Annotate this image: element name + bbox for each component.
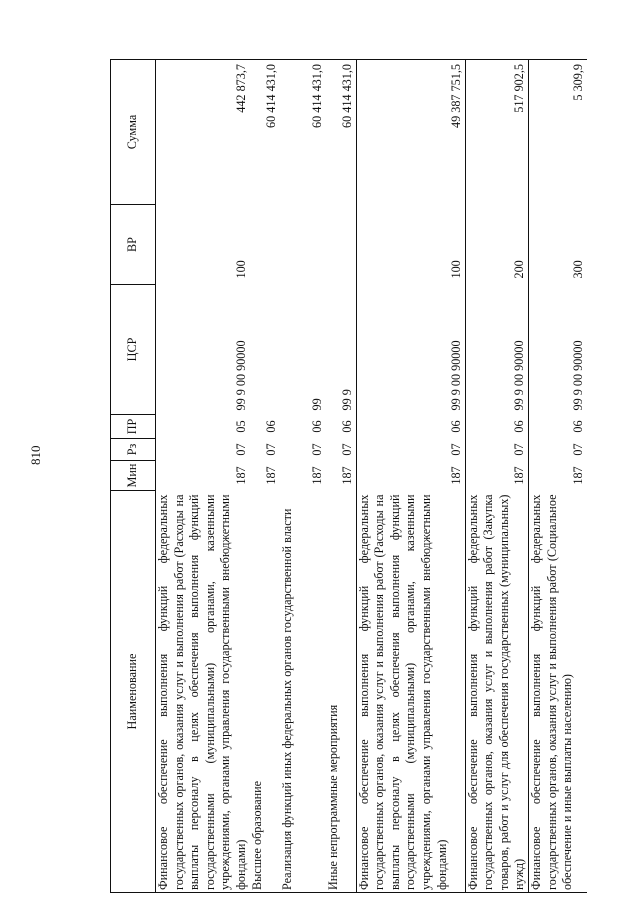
- row-csr: 99 9 00 90000: [465, 285, 528, 415]
- row-name: Высшее образование: [250, 491, 280, 893]
- row-rz: 07: [233, 443, 248, 456]
- row-rz: 07: [528, 439, 587, 461]
- row-pr: 05: [233, 420, 248, 433]
- header-min: Мин: [111, 461, 156, 491]
- row-vr: [326, 205, 357, 285]
- row-pr: 06: [465, 415, 528, 439]
- table-row: [250, 60, 280, 893]
- row-csr: 99: [309, 398, 324, 411]
- row-rz: 07: [263, 443, 278, 456]
- row-name: Финансовое обеспечение выполнения функций федеральных государственных органов, оказания услуг и выполнения работ (Закупка товаров, работ и услуг для обеспечения государственных (муниципальных) нужд): [465, 491, 528, 893]
- row-csr: 99 9 00 90000: [356, 285, 465, 415]
- row-sum: 49 387 751,5: [356, 60, 465, 205]
- row-vr: 300: [528, 205, 587, 285]
- row-pr: 06: [309, 420, 324, 433]
- row-vr: 100: [233, 260, 248, 279]
- row-min: 187: [465, 461, 528, 491]
- budget-table: [110, 59, 587, 893]
- row-rz: 07: [309, 443, 324, 456]
- row-sum: 442 873,7: [156, 60, 250, 205]
- row-sum: 60 414 431,0: [280, 60, 326, 205]
- row-pr: 06: [263, 420, 278, 433]
- row-sum: 5 309,9: [528, 60, 587, 205]
- row-sum: 60 414 431,0: [326, 60, 357, 205]
- row-vr: 200: [465, 205, 528, 285]
- row-vr: [250, 205, 280, 285]
- row-sum: 517 902,5: [465, 60, 528, 205]
- row-min: 187: [309, 466, 324, 485]
- row-vr: [280, 205, 326, 285]
- row-rz: 07: [465, 439, 528, 461]
- table-row: [156, 60, 250, 893]
- row-name: Финансовое обеспечение выполнения функций федеральных государственных органов, оказания услуг и выполнения работ (Социальное обеспечение и иные выплаты населению): [528, 491, 587, 893]
- row-rz: 07: [339, 443, 354, 456]
- row-csr: [250, 285, 280, 415]
- table-row: [356, 60, 465, 893]
- table-row: [280, 60, 326, 893]
- table-row: [326, 60, 357, 893]
- row-csr: 99 9 00 90000: [528, 285, 587, 415]
- row-vr: 100: [356, 205, 465, 285]
- row-pr: 06: [528, 415, 587, 439]
- header-vr: ВР: [111, 205, 156, 285]
- row-min: 187: [263, 466, 278, 485]
- header-rz: Рз: [111, 439, 156, 461]
- budget-table-rotated: [110, 60, 586, 893]
- row-min: 187: [233, 466, 248, 485]
- row-pr: 06: [339, 420, 354, 433]
- row-csr: 99 9 00 90000: [233, 340, 248, 411]
- header-pr: ПР: [111, 415, 156, 439]
- header-row: [111, 60, 156, 893]
- table-row: [528, 60, 587, 893]
- page-number: 810: [28, 445, 43, 465]
- row-name: Финансовое обеспечение выполнения функций федеральных государственных органов, оказания услуг и выполнения работ (Расходы на выплаты персоналу в целях обеспечения выполнения функций государственными (муниципальными) органами, казенными учреждениями, органами управления государственными внебюджетными фондами): [356, 491, 465, 893]
- row-name: Реализация функций иных федеральных органов государственной власти: [280, 491, 326, 893]
- row-min: 187: [339, 466, 354, 485]
- row-min: 187: [528, 461, 587, 491]
- table-row: [465, 60, 528, 893]
- row-min: 187: [356, 461, 465, 491]
- row-sum: 60 414 431,0: [250, 60, 280, 205]
- header-name: Наименование: [111, 491, 156, 893]
- row-pr: 06: [356, 415, 465, 439]
- header-csr: ЦСР: [111, 285, 156, 415]
- row-rz: 07: [356, 439, 465, 461]
- header-sum: Сумма: [111, 60, 156, 205]
- row-name: Финансовое обеспечение выполнения функций федеральных государственных органов, оказания услуг и выполнения работ (Расходы на выплаты персоналу в целях обеспечения выполнения функций государственными (муниципальными) органами, казенными учреждениями, органами управления государственными внебюджетными фондами): [156, 491, 250, 893]
- row-name: Иные непрограммные мероприятия: [326, 491, 357, 893]
- row-csr: 99 9: [339, 389, 354, 411]
